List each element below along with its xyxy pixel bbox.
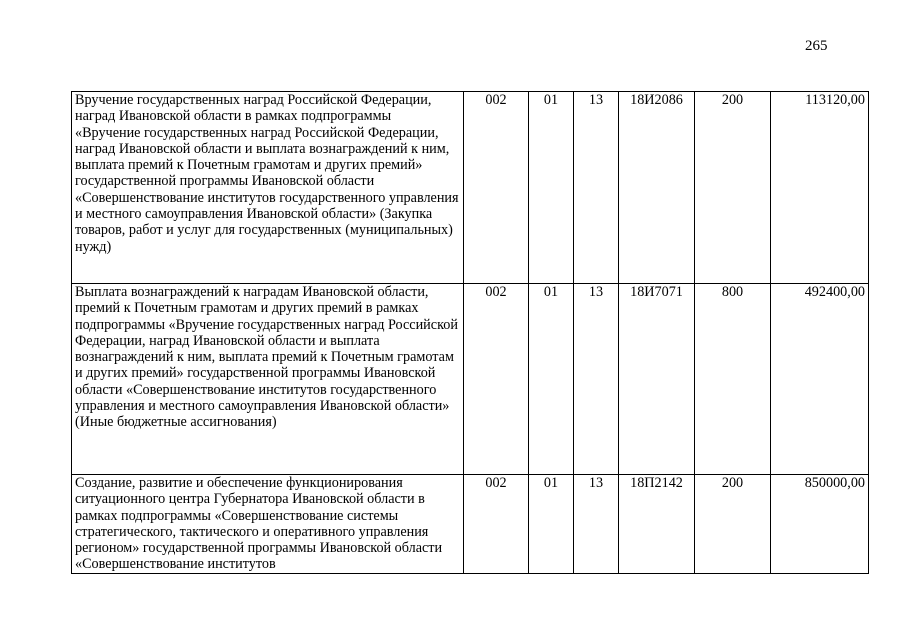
page-number: 265	[805, 38, 828, 54]
section-code: 01	[529, 475, 574, 574]
ministry-code: 002	[464, 92, 529, 284]
table-row	[72, 284, 869, 475]
budget-table	[71, 91, 869, 574]
subsection-code: 13	[574, 92, 619, 284]
table-row	[72, 475, 869, 574]
row-description: Создание, развитие и обеспечение функционирования ситуационного центра Губернатора Ивановской области в рамках подпрограммы «Совершенствование системы стратегического, тактического и оперативного управления регионом» государственной программы Ивановской области «Совершенствование институтов	[72, 475, 464, 574]
amount: 850000,00	[771, 475, 869, 574]
target-article-code: 18И2086	[619, 92, 695, 284]
subsection-code: 13	[574, 284, 619, 475]
expense-type-code: 200	[695, 92, 771, 284]
expense-type-code: 200	[695, 475, 771, 574]
section-code: 01	[529, 92, 574, 284]
amount: 113120,00	[771, 92, 869, 284]
row-description: Выплата вознаграждений к наградам Ивановской области, премий к Почетным грамотам и других премий в рамках подпрограммы «Вручение государственных наград Российской Федерации, наград Ивановской области и выплата вознаграждений к ним, выплата премий к Почетным грамотам и других премий» государственной программы Ивановской области «Совершенствование институтов государственного управления и местного самоуправления Ивановской области» (Иные бюджетные ассигнования)	[72, 284, 464, 475]
subsection-code: 13	[574, 475, 619, 574]
target-article-code: 18П2142	[619, 475, 695, 574]
section-code: 01	[529, 284, 574, 475]
amount: 492400,00	[771, 284, 869, 475]
table-row	[72, 92, 869, 284]
ministry-code: 002	[464, 475, 529, 574]
ministry-code: 002	[464, 284, 529, 475]
row-description: Вручение государственных наград Российской Федерации, наград Ивановской области в рамках подпрограммы «Вручение государственных наград Российской Федерации, наград Ивановской области и выплата вознаграждений к ним, выплата премий к Почетным грамотам и других премий» государственной программы Ивановской области «Совершенствование институтов государственного управления и местного самоуправления Ивановской области» (Закупка товаров, работ и услуг для государственных (муниципальных) нужд)	[72, 92, 464, 284]
target-article-code: 18И7071	[619, 284, 695, 475]
expense-type-code: 800	[695, 284, 771, 475]
